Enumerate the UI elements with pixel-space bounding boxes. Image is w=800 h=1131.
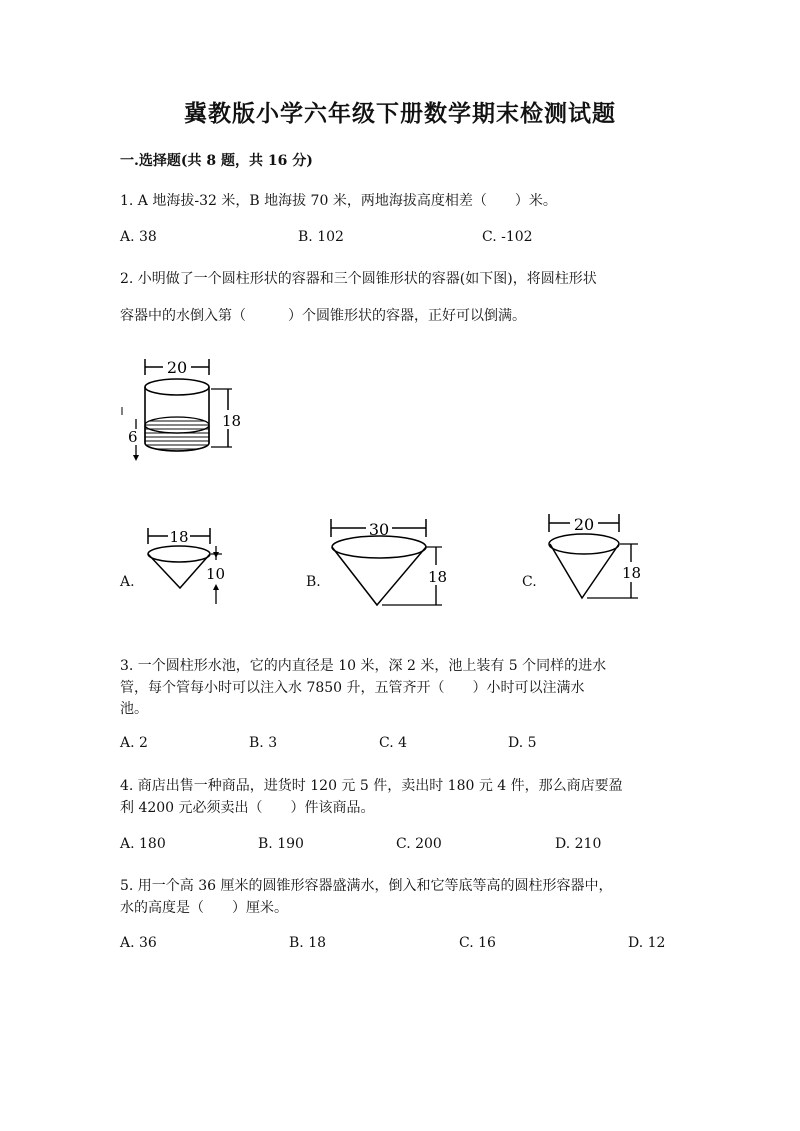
cone-b-height-label: 18 [428,568,448,586]
cone-c-height-label: 18 [622,564,642,582]
question-5-option-a: A. 36 [120,935,157,951]
cone-a-width-label: 18 [169,528,189,546]
question-4-text-line-2: 利 4200 元必须卖出（ ）件该商品。 [120,800,375,816]
question-5-option-d: D. 12 [628,935,666,951]
question-3-text-line-3: 池。 [120,701,148,717]
question-2-text-line-2: 容器中的水倒入第（ ）个圆锥形状的容器，正好可以倒满。 [120,308,526,324]
question-4-option-a: A. 180 [120,836,166,852]
question-4-option-d: D. 210 [555,836,602,852]
cone-c-width-label: 20 [573,515,595,534]
question-4-option-b: B. 190 [258,836,304,852]
question-3-option-a: A. 2 [120,735,148,751]
question-3-option-c: C. 4 [379,735,408,751]
question-3-option-b: B. 3 [249,735,278,751]
question-1-option-a: A. 38 [120,229,157,245]
question-4-option-c: C. 200 [396,836,442,852]
question-3-text-line-1: 3. 一个圆柱形水池，它的内直径是 10 米，深 2 米，池上装有 5 个同样的进水 [120,658,607,674]
cylinder-height-label: 18 [222,412,242,430]
cylinder-figure [118,355,248,470]
question-1-option-b: B. 102 [298,229,344,245]
question-5-text-line-1: 5. 用一个高 36 厘米的圆锥形容器盛满水，倒入和它等底等高的圆柱形容器中， [120,878,613,894]
question-1-option-c: C. -102 [482,229,533,245]
cylinder-water-label: 6 [128,428,138,446]
cone-b-option-label: B. [306,574,321,590]
question-5-text-line-2: 水的高度是（ ）厘米。 [120,900,288,916]
question-1-text: 1. A 地海拔-32 米，B 地海拔 70 米，两地海拔高度相差（ ）米。 [120,193,557,209]
question-5-option-c: C. 16 [459,935,496,951]
section-heading: 一.选择题(共 8 题，共 16 分) [120,153,313,169]
cone-a-height-label: 10 [206,565,226,583]
cone-c-option-label: C. [522,574,537,590]
question-2-text-line-1: 2. 小明做了一个圆柱形状的容器和三个圆锥形状的容器(如下图)，将圆柱形状 [120,271,597,287]
cylinder-width-label: 20 [166,358,188,377]
cone-c-figure [540,510,650,605]
question-3-text-line-2: 管，每个管每小时可以注入水 7850 升，五管齐开（ ）小时可以注满水 [120,680,585,696]
cone-a-option-label: A. [120,574,135,590]
cone-b-width-label: 30 [368,520,390,539]
question-3-option-d: D. 5 [508,735,537,751]
cone-a-figure [140,524,240,606]
question-4-text-line-1: 4. 商店出售一种商品，进货时 120 元 5 件，卖出时 180 元 4 件，那么商店要盈 [120,778,623,794]
page-title: 冀教版小学六年级下册数学期末检测试题 [184,100,616,127]
cone-b-figure [322,515,454,610]
question-5-option-b: B. 18 [289,935,327,951]
